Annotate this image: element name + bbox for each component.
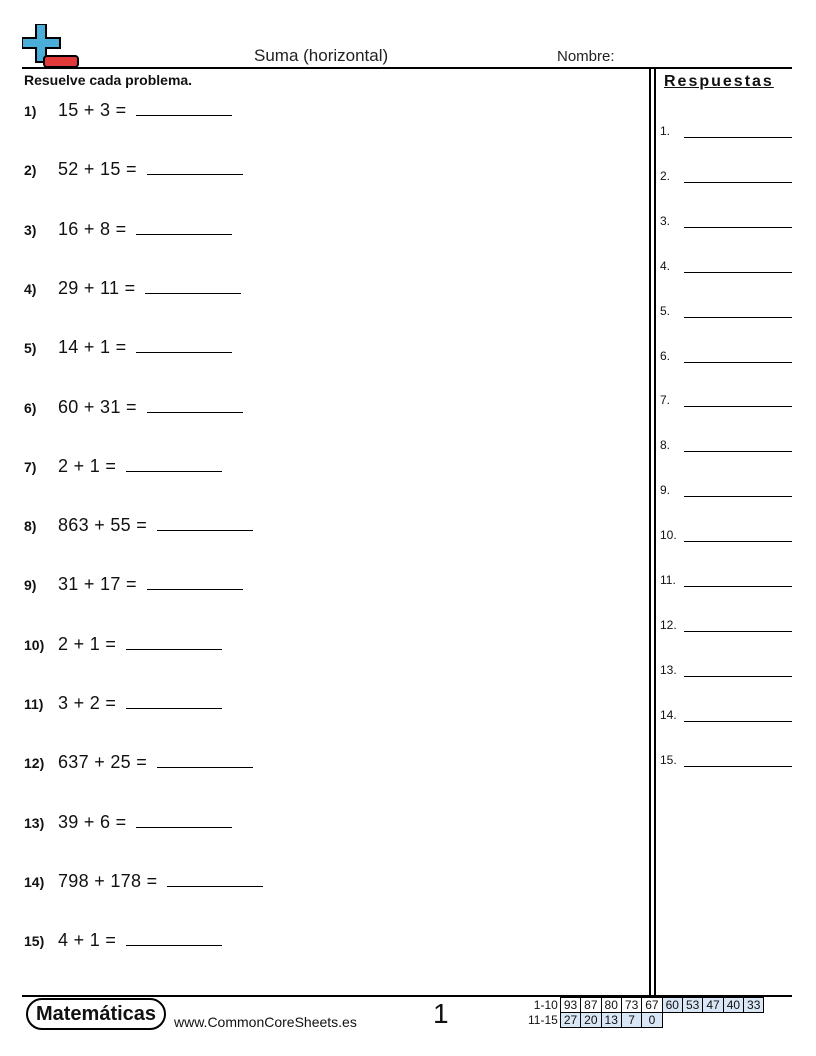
answer-number: 14. (660, 707, 677, 722)
answer-blank[interactable] (157, 516, 253, 531)
problem-number: 13) (24, 814, 45, 831)
answer-number: 9. (660, 483, 671, 498)
problem-item (24, 337, 232, 358)
problem-number: 15) (24, 933, 45, 950)
problem-number: 3) (24, 221, 37, 238)
problem-number: 11) (24, 696, 44, 712)
score-key-cell: 53 (682, 998, 702, 1013)
answer-blank[interactable] (157, 753, 253, 768)
answer-number: 2. (660, 168, 671, 183)
answer-line[interactable] (684, 451, 792, 452)
answer-line[interactable] (684, 631, 792, 632)
answer-row (660, 753, 792, 769)
problem-item (24, 219, 232, 240)
problem-number: 10) (24, 636, 45, 653)
problem-item (24, 871, 263, 892)
answer-number: 7. (660, 393, 671, 408)
answer-blank[interactable] (126, 931, 222, 946)
problem-item (24, 634, 222, 655)
score-key-label: 1-10 (533, 998, 558, 1012)
plus-minus-logo-icon (22, 24, 80, 68)
answer-row (660, 528, 792, 544)
problem-expression: 863 + 55 = (58, 515, 148, 536)
problem-number: 12) (24, 755, 45, 772)
answer-blank[interactable] (136, 338, 232, 353)
score-key-cell: 27 (560, 1013, 580, 1028)
problem-expression: 2 + 1 = (58, 633, 117, 654)
problem-expression: 16 + 8 = (58, 218, 127, 239)
problem-item (24, 100, 232, 121)
problem-item (24, 515, 253, 536)
score-key (528, 997, 764, 1028)
problem-number: 1) (24, 103, 37, 119)
answer-blank[interactable] (126, 457, 222, 472)
score-key-cell: 33 (744, 998, 764, 1013)
problem-item (24, 574, 243, 595)
answer-column-divider (649, 69, 651, 995)
answer-number: 3. (660, 213, 671, 228)
score-key-cell: 67 (642, 998, 662, 1013)
answer-line[interactable] (684, 137, 792, 138)
problem-number: 5) (24, 340, 37, 357)
answer-row (660, 304, 792, 320)
problem-number: 7) (24, 458, 37, 475)
problem-item (24, 752, 253, 773)
score-key-cell: 93 (560, 998, 580, 1013)
problem-number: 6) (24, 399, 37, 416)
answer-blank[interactable] (136, 813, 232, 828)
answer-blank[interactable] (147, 575, 243, 590)
brand-badge: Matemáticas (26, 998, 166, 1030)
answer-number: 1. (660, 124, 671, 138)
answer-number: 11. (660, 573, 676, 587)
score-key-cell: 80 (601, 998, 621, 1013)
score-key-cell: 7 (621, 1013, 641, 1028)
answer-line[interactable] (684, 541, 792, 542)
answer-row (660, 708, 792, 724)
score-key-cell: 40 (723, 998, 743, 1013)
problem-expression: 39 + 6 = (58, 811, 127, 832)
answer-line[interactable] (684, 362, 792, 363)
score-key-cell: 47 (703, 998, 723, 1013)
answer-blank[interactable] (136, 101, 232, 116)
problem-expression: 4 + 1 = (58, 930, 117, 951)
instructions: Resuelve cada problema. (24, 72, 193, 88)
name-label: Nombre: (557, 48, 615, 65)
score-key-row (528, 998, 764, 1013)
answer-number: 15. (660, 752, 677, 767)
answer-line[interactable] (684, 496, 792, 497)
answer-number: 6. (660, 348, 671, 363)
problem-number: 2) (24, 162, 37, 179)
score-key-row (528, 1013, 764, 1028)
answer-line[interactable] (684, 766, 792, 767)
problem-expression: 637 + 25 = (58, 752, 148, 773)
answer-column-divider (654, 69, 656, 995)
answer-line[interactable] (684, 586, 792, 587)
score-key-label: 11-15 (528, 1013, 558, 1027)
answer-line[interactable] (684, 676, 792, 677)
problem-expression: 52 + 15 = (58, 159, 137, 180)
answers-title: Respuestas (664, 73, 774, 90)
answer-line[interactable] (684, 721, 792, 722)
answer-row (660, 259, 792, 275)
answer-row (660, 214, 792, 230)
answer-line[interactable] (684, 227, 792, 228)
answer-line[interactable] (684, 182, 792, 183)
answer-blank[interactable] (147, 398, 243, 413)
problem-expression: 3 + 2 = (58, 693, 117, 713)
answer-row (660, 618, 792, 634)
page-number: 1 (433, 998, 449, 1029)
problem-item (24, 159, 243, 180)
answer-row (660, 124, 792, 140)
problem-expression: 14 + 1 = (58, 337, 127, 358)
score-key-cell: 73 (621, 998, 641, 1013)
problem-expression: 31 + 17 = (58, 574, 137, 595)
answer-row (660, 349, 792, 365)
answer-row (660, 393, 792, 409)
answer-blank[interactable] (145, 279, 241, 294)
score-key-cell: 13 (601, 1013, 621, 1028)
answer-line[interactable] (684, 272, 792, 273)
answer-line[interactable] (684, 317, 792, 318)
page-title: Suma (horizontal) (254, 46, 389, 65)
answer-row (660, 438, 792, 454)
answer-blank[interactable] (167, 872, 263, 887)
problem-number: 9) (24, 577, 37, 594)
answer-blank[interactable] (126, 694, 222, 709)
problem-item (24, 397, 243, 418)
answer-blank[interactable] (126, 635, 222, 650)
problem-expression: 60 + 31 = (58, 396, 137, 417)
problem-expression: 15 + 3 = (58, 100, 127, 120)
score-key-cell: 20 (581, 1013, 601, 1028)
answer-number: 12. (660, 617, 677, 632)
answer-row (660, 573, 792, 589)
problem-number: 14) (24, 873, 45, 890)
problem-number: 4) (24, 280, 37, 297)
answer-number: 10. (660, 528, 677, 543)
answer-row (660, 663, 792, 679)
answer-row (660, 483, 792, 499)
problem-item (24, 812, 232, 833)
answer-number: 13. (660, 662, 677, 677)
score-key-cell: 60 (662, 998, 682, 1013)
problem-expression: 29 + 11 = (58, 277, 136, 298)
site-url: www.CommonCoreSheets.es (174, 1014, 357, 1030)
problem-item (24, 456, 222, 477)
problem-expression: 798 + 178 = (58, 870, 158, 891)
problem-item (24, 278, 241, 299)
score-key-cell: 87 (581, 998, 601, 1013)
answer-blank[interactable] (147, 160, 243, 175)
answer-number: 4. (660, 258, 671, 273)
answer-row (660, 169, 792, 185)
score-key-cell: 0 (642, 1013, 662, 1028)
problem-item (24, 693, 222, 714)
problem-expression: 2 + 1 = (58, 455, 117, 476)
answer-number: 5. (660, 303, 671, 318)
header-divider (22, 67, 792, 69)
problem-item (24, 930, 222, 951)
problem-number: 8) (24, 518, 37, 535)
answer-line[interactable] (684, 406, 792, 407)
answer-number: 8. (660, 438, 671, 453)
answer-blank[interactable] (136, 220, 232, 235)
